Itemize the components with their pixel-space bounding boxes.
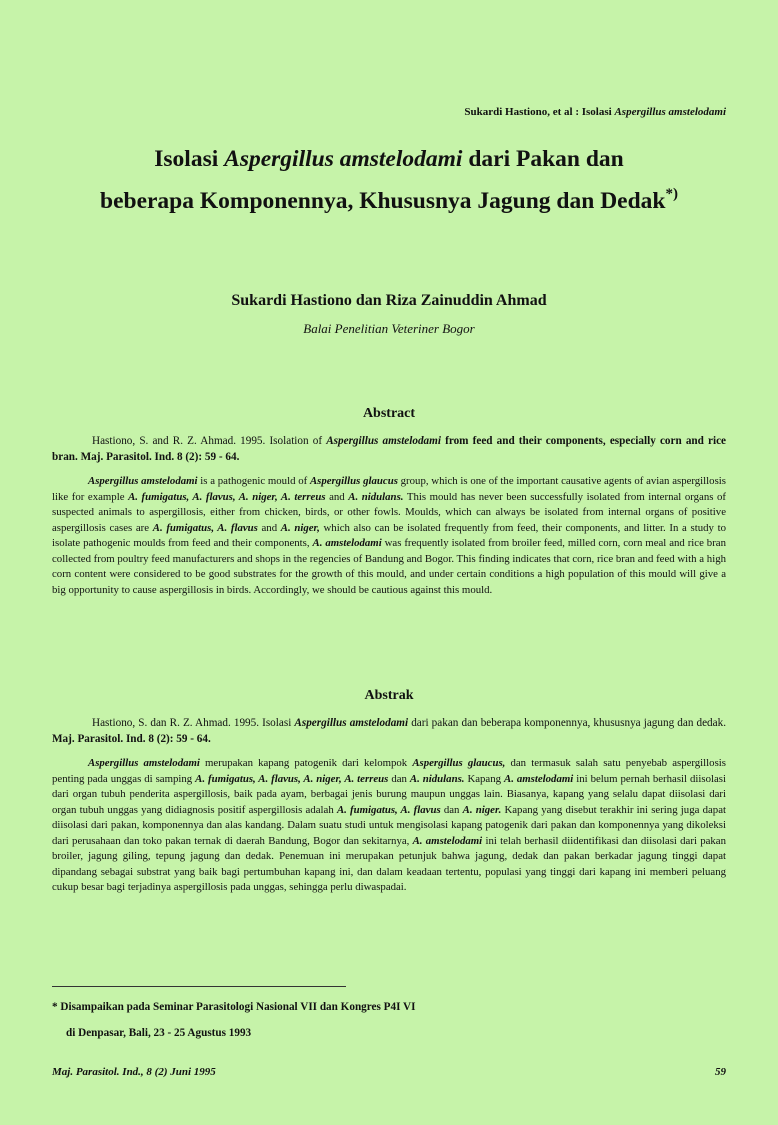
running-head-prefix: Sukardi Hastiono, et al : Isolasi <box>464 106 615 118</box>
body-text-run: dan termasuk salah satu penyebab aspergillosis penting pada unggas di samping <box>52 757 726 785</box>
species-name: Aspergillus glaucus, <box>412 757 506 769</box>
abstract-citation-species: Aspergillus amstelodami <box>326 435 441 447</box>
title-species: Aspergillus amstelodami <box>224 146 463 172</box>
species-name: A. niger. <box>462 803 502 816</box>
body-text-run: group, which is one of the important causative agents of avian aspergillosis like for example <box>52 475 726 503</box>
species-name: Aspergillus glaucus <box>309 475 398 487</box>
abstrak-body <box>52 756 726 896</box>
abstract-heading: Abstract <box>362 406 416 421</box>
abstract-citation-journal: Maj. Parasitol. Ind. 8 (2): 59 - 64. <box>80 450 240 463</box>
abstract-citation-pre: Hastiono, S. and R. Z. Ahmad. 1995. Isolation of <box>92 435 327 447</box>
title-line2-text: beberapa Komponennya, Khususnya Jagung dan Dedak <box>100 188 666 214</box>
species-name: A. amstelodami <box>412 834 483 847</box>
species-name: A. fumigatus, A. flavus <box>336 803 441 816</box>
abstrak-heading: Abstrak <box>364 688 414 703</box>
abstract-section <box>52 406 726 598</box>
species-name: A. nidulans. <box>348 490 404 503</box>
body-text-run: Kapang yang disebut terakhir ini sering juga dapat diisolasi dari pakan, komponennya dan alas kandang. Dalam suatu studi untuk mengisolasi kapang patogenik dari pakan dan komponennya yang dikoleksi dari perusahaan dan toko pakan ternak di daerah Bandung, Bogor dan sekitarnya, <box>52 803 726 847</box>
abstrak-citation-journal: Maj. Parasitol. Ind. 8 (2): 59 - 64. <box>52 732 211 745</box>
species-name: A. amstelodami <box>312 537 382 549</box>
footer-journal: Maj. Parasitol. Ind., 8 (2) Juni 1995 <box>52 1066 216 1078</box>
affiliation: Balai Penelitian Veteriner Bogor <box>303 321 475 336</box>
abstract-citation-mid: from feed and their components, especially corn and rice bran. <box>52 435 726 463</box>
footnote-line-1: * Disampaikan pada Seminar Parasitologi Nasional VII dan Kongres P4I VI <box>52 1001 416 1013</box>
body-text-run: merupakan kapang patogenik dari kelompok <box>199 757 413 769</box>
title-line1-post: dari Pakan dan <box>462 146 624 172</box>
running-head-species: Aspergillus amstelodami <box>614 106 726 118</box>
species-name: A. fumigatus, A. flavus, A. niger, A. terreus <box>195 772 389 785</box>
footnote-line-2: di Denpasar, Bali, 23 - 25 Agustus 1993 <box>66 1027 252 1039</box>
title-line1-pre: Isolasi <box>154 146 225 172</box>
abstrak-citation <box>52 716 726 747</box>
page-number: 59 <box>715 1066 726 1078</box>
body-text-run: This mould has never been successfully isolated from internal organs of suspected animals to aspergillosis, either from chicken, birds, or other fowls. Moulds, which can always be isolated from internal organs of positive aspergillosis cases are <box>52 490 726 534</box>
running-head <box>464 106 726 118</box>
paper-title <box>40 142 738 219</box>
abstract-body <box>52 474 726 598</box>
body-text-run: dan <box>388 772 410 785</box>
abstrak-citation-species: Aspergillus amstelodami <box>294 717 409 729</box>
abstract-citation <box>52 434 726 465</box>
authors: Sukardi Hastiono dan Riza Zainuddin Ahmad <box>231 292 547 309</box>
species-name: Aspergillus amstelodami <box>88 475 198 487</box>
species-name: Aspergillus amstelodami <box>88 757 200 769</box>
body-text-run: dan <box>440 803 463 816</box>
abstrak-citation-pre: Hastiono, S. dan R. Z. Ahmad. 1995. Isolasi <box>92 717 295 729</box>
species-name: A. fumigatus, A. flavus <box>152 521 258 534</box>
title-line-1 <box>40 142 738 177</box>
body-text-run: and <box>257 521 281 534</box>
body-text-run: ini telah berhasil diidentifikasi dan diisolasi dari pakan broiler, jagung giling, tepung jagung dan dedak. Penemuan ini merupakan petunjuk bahwa jagung, dedak dan pakan berkadar jagung tinggi dapat dipandang sebagai substrat yang baik bagi pertumbuhan kapang ini, dan dalam keadaan tertentu, populasi yang tinggi dari kapang ini memberi peluang cukup besar bagi terjadinya aspergillosis pada unggas, sehingga perlu diwaspadai. <box>52 834 726 893</box>
footnote <box>52 994 652 1046</box>
species-name: A. nidulans. <box>409 772 465 785</box>
species-name: A. fumigatus, A. flavus, A. niger, A. terreus <box>128 490 326 503</box>
body-text-run: and <box>325 490 349 503</box>
footnote-divider <box>52 986 346 987</box>
title-line-2 <box>40 177 738 219</box>
body-text-run: which also can be isolated frequently from feed, their components, and litter. In a study to isolate pathogenic moulds from feed and their components, <box>52 521 726 549</box>
body-text-run: Kapang <box>464 772 504 785</box>
title-footnote-mark: *) <box>665 186 678 202</box>
abstrak-citation-mid: dari pakan dan beberapa komponennya, khususnya jagung dan dedak. <box>408 717 726 729</box>
body-text-run: ini belum pernah berhasil diisolasi dari organ tubuh penderita aspergillosis, baik pada ayam, berbagai jenis burung maupun unggas lain. Biasanya, kapang yang selalu dapat diisolasi dari organ tubuh unggas yang didiagnosis positif aspergillosis adalah <box>52 772 726 816</box>
abstrak-section <box>52 688 726 896</box>
body-text-run: is a pathogenic mould of <box>197 475 310 487</box>
species-name: A. niger, <box>280 521 320 534</box>
body-text-run: was frequently isolated from broiler feed, milled corn, corn meal and rice bran collected from poultry feed manufacturers and shops in the regencies of Bandung and Bogor. This finding indicates that corn, rice bran and feed with a high corn content were considered to be good substrates for the growth of this mould, and under certain conditions a high population of this mould will give a big opportunity to cause aspergillosis in birds. Accordingly, we should be cautious against this mould. <box>52 537 726 596</box>
species-name: A. amstelodami <box>504 772 574 785</box>
